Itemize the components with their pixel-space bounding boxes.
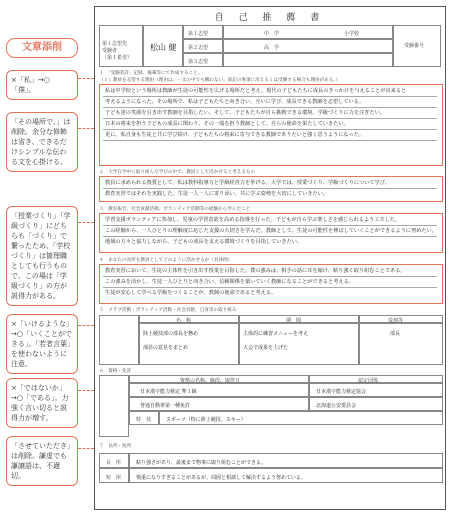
strength-value-cell xyxy=(129,453,443,468)
activity-row2-name: 部員の意見をまとめ xyxy=(143,345,189,351)
para1-line-2: 考えるようになった。その場所で、私は子どもたちと向き合い、互いに学び、成長できる教師を志望している。 xyxy=(105,99,365,105)
rule xyxy=(103,140,437,141)
rule xyxy=(103,188,437,189)
form-title: 自 己 推 薦 書 xyxy=(214,13,326,23)
name-cell xyxy=(143,25,183,67)
license-2-org: 北海道公安委員会 xyxy=(316,403,357,409)
para3-line-2: この経験から、一人ひとりの理解度に応じた支援の大切さを学んだ。教師として、生徒の可能性を伸ばしていくことができるように努めたい。 xyxy=(105,228,437,234)
choice-1 xyxy=(183,25,223,39)
para1-line-4: 日本の将来を担う子どもの成長に関わり、その一端を担う教師として、自らの使命を果たしていきたい。 xyxy=(105,121,349,127)
activity-header-period-text: 期 間 xyxy=(286,318,302,324)
activity-header-role-text: 役割等 xyxy=(388,318,404,324)
strength-label-cell xyxy=(99,453,129,468)
connector-2 xyxy=(78,128,94,129)
license-header-org xyxy=(309,375,443,383)
activity-role-cell xyxy=(359,323,443,365)
rule xyxy=(103,129,437,130)
rule xyxy=(103,118,437,119)
strength-value: 粘り強さがあり、最後まで物事に取り組むことができる。 xyxy=(136,460,267,466)
para3-line-3: 地域の方々と協力しながら、子どもの成長を支える環境づくりを目指していきたい。 xyxy=(105,239,303,245)
para4-line-2: この強みを活かし、生徒一人ひとりと向き合い、信頼関係を築いていく教師になることができると考える。 xyxy=(105,279,355,285)
hobby-value-cell xyxy=(159,411,443,425)
license-row-2-org xyxy=(309,397,443,411)
connector-1 xyxy=(78,78,94,79)
grade-row-1 xyxy=(223,25,393,39)
activity-period-cell xyxy=(239,323,359,365)
activity-header-period xyxy=(239,315,359,323)
heading-2: ２ 大学在学中に取り組んだ学びの中で、教員として活かせると考えるもの xyxy=(99,170,256,175)
photo-cell xyxy=(393,25,441,67)
para2-line-1: 教員に求められる資質として、私は教科指導力と学級経営力を挙げる。大学では、授業づくり、学級づくりについて学び、 xyxy=(105,180,390,186)
school-label-cell xyxy=(99,25,143,67)
license-row-1 xyxy=(129,383,309,397)
note-3: 「授業づくり」「学級づくり」にどちらも「づくり」で繋ったため、「学校づくり」は箇理職としても行うもので、この場は「学級づくり」の方が説得力がある。 xyxy=(6,206,78,306)
rule xyxy=(103,287,437,288)
activity-header-role xyxy=(359,315,443,323)
activity-row1-role: 部長 xyxy=(390,331,401,337)
photo-label: 受験番号 xyxy=(404,43,425,49)
choice-label-3: 第３志望 xyxy=(188,59,209,65)
commentary-column xyxy=(0,0,90,512)
grade-row-2 xyxy=(223,39,393,53)
section-tag: 文章添削 xyxy=(6,38,78,58)
school-label: 第１志望先 受験者 （第１希望） xyxy=(102,41,133,61)
para4-line-3: 生徒が安心して学べる学級をつくることが、教師の使命であると考える。 xyxy=(105,290,277,296)
license-side-label xyxy=(99,375,129,437)
activity-side-label xyxy=(99,315,139,365)
note-4: ×「いけるような」→○「いくことができる」。「若者言葉」を使わないように注意。 xyxy=(6,314,78,374)
choice-3 xyxy=(183,53,223,67)
license-1-name: 日本漢字能力検定 準１級 xyxy=(140,389,197,395)
hobby-label-cell xyxy=(129,411,159,425)
hobby-value: スポーツ（特に陸上競技、スキー） xyxy=(166,417,246,423)
license-1-org: 日本漢字能力検定協会 xyxy=(316,389,367,395)
license-header-name-text: 資格の名称、級段、取得日 xyxy=(180,378,241,384)
rule xyxy=(103,225,437,226)
rule xyxy=(103,107,437,108)
heading-1: １ 「受験者詳」記録、後輩等にて作成すること。 xyxy=(99,71,203,76)
weakness-value-cell xyxy=(129,468,443,483)
activity-header-name xyxy=(139,315,239,323)
grade-label-3: 小学校 xyxy=(344,31,360,37)
heading-6: ６ 資格・免許 xyxy=(99,369,132,374)
heading-3: ３ 教育報告、社会貢献活動、ボランティア活動等の経験から学んだこと xyxy=(99,207,251,212)
activity-name-cell xyxy=(139,323,239,365)
connector-6 xyxy=(78,448,94,449)
note-1: ×「私」→○「僕」。 xyxy=(6,70,78,100)
choice-label-2: 第２志望 xyxy=(188,45,209,51)
connector-3 xyxy=(78,222,94,223)
license-header-org-text: 認定団体 xyxy=(358,378,379,384)
activity-row1-period: 主体的に練習メニューを考え xyxy=(243,331,309,337)
license-row-2 xyxy=(129,397,309,411)
para2-line-2: 教育実習ではそれを実践した。生徒一人一人に寄り添い、共に学ぶ姿勢を大切にしていきたい。 xyxy=(105,191,329,197)
para1-line-5: 更に、私自身も生徒と共に学び続け、子どもたちの将来に寄与できる教師でありたいと強く思うようになった。 xyxy=(105,132,365,138)
grade-label-2: 高 学 xyxy=(264,45,280,51)
note-6: 「させていただき」は削除。謙虚でも謙譲語は、不適切。 xyxy=(6,436,78,486)
applicant-name: 松山 健 xyxy=(150,43,177,52)
activity-header-name-text: 名 称 xyxy=(176,318,192,324)
strength-label: 長 所 xyxy=(106,460,122,466)
para1-line-1: 私は中学校という場所は教師が生徒の可能性を広げる場所だと考え、現代の子どもたちに成長のきっかけを与えることが出来ると xyxy=(105,88,407,94)
license-header-name xyxy=(129,375,309,383)
grade-label-1: 中 学 xyxy=(264,31,280,37)
license-2-name: 普通自動車第一種免許 xyxy=(140,403,191,409)
license-row-1-org xyxy=(309,383,443,397)
heading-4: ４ あなたの長所を教員としてどのように活かせるか（具体例） xyxy=(99,258,233,263)
weakness-value: 慎重になりすぎることがあるが、周囲と相談して解決するよう努めている。 xyxy=(136,475,307,481)
choice-label-1: 第１志望 xyxy=(188,31,209,37)
note-2: 「その場所で、」は削除。余分な修飾は省き、できるだけシンプルな伝わる文を心掛ける。 xyxy=(6,112,78,172)
connector-4 xyxy=(78,325,94,326)
note-5: ×「ではないか」→○「である」。力強く言い切ると説得力が増す。 xyxy=(6,378,78,428)
rule xyxy=(103,96,437,97)
self-recommendation-form xyxy=(94,6,446,510)
activity-row2-period: 大会で成果を上げた xyxy=(243,345,289,351)
grade-row-3 xyxy=(223,53,393,67)
connector-5 xyxy=(78,390,94,391)
weakness-label: 短 所 xyxy=(106,475,122,481)
activity-row1-name: 陸上競技部の部長を務め xyxy=(143,331,199,337)
rule xyxy=(103,236,437,237)
hobby-label: 特 技 xyxy=(136,417,152,423)
choice-2 xyxy=(183,39,223,53)
heading-7: ７ 長所・短所 xyxy=(99,444,132,449)
rule xyxy=(103,276,437,277)
heading-5: ５ クラブ活動・ボランティア活動・社会貢献、自身等の取り組み xyxy=(99,308,237,313)
para1-line-3: 子ども達の笑顔を引き出す教師を目指したい。そして、子どもたちが自ら挑戦できる環境、学級づくりに力を注ぎたい。 xyxy=(105,110,386,116)
para3-line-1: 学習支援ボランティアに参加し、児童の学習意欲を高める指導を行った。子どもが自ら学ぶ楽しさを感じられるよう工夫した。 xyxy=(105,217,401,223)
sub-heading-1: （１）教員を志望する理由（理由は、一文の中でも構わない。前記の事項に沿えるくは受験する場合も理由がある。） xyxy=(99,78,341,83)
weakness-label-cell xyxy=(99,468,129,483)
para4-line-1: 教育実習において、生徒の主体性を引き出す授業を目指した。僕の強みは、相手の話に耳を傾け、粘り強く取り組むことである。 xyxy=(105,268,406,274)
